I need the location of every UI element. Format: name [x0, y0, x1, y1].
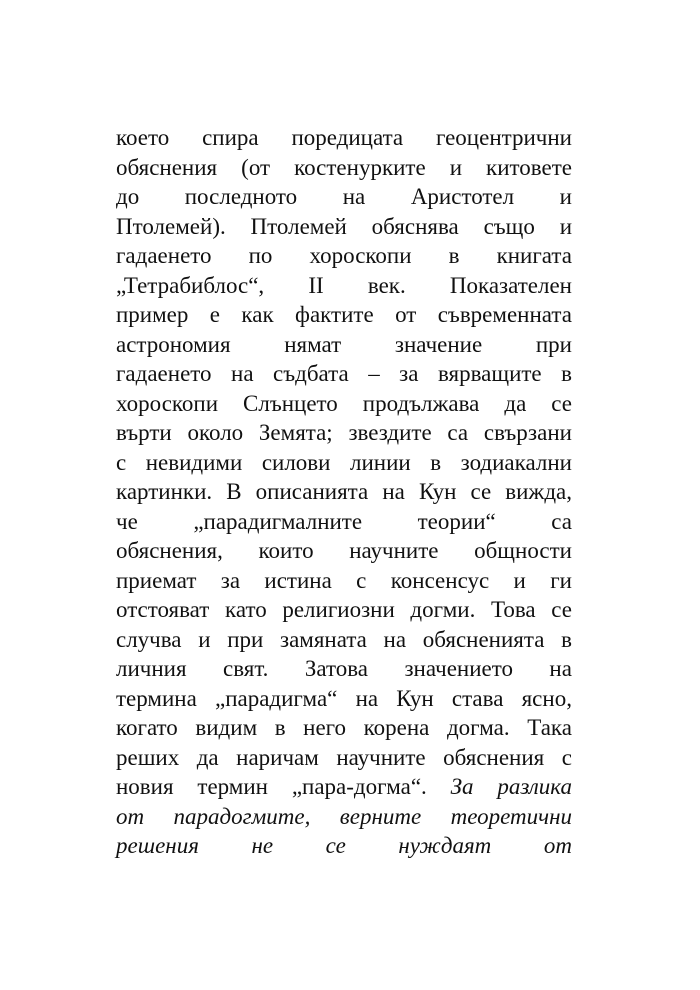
text-word: личния: [116, 656, 187, 681]
text-word: значението: [404, 656, 513, 681]
text-word: в: [274, 715, 286, 740]
text-line: [116, 123, 572, 153]
text-word: да: [504, 390, 527, 416]
text-line: [116, 182, 572, 212]
text-word: Кун: [418, 479, 457, 504]
text-line: [116, 477, 572, 507]
text-word: реших: [116, 744, 180, 770]
text-word: Птолемей: [250, 213, 347, 239]
text-word: гадаенето: [116, 243, 212, 268]
text-word: зодиакални: [460, 449, 572, 475]
text-word: Аристотел: [410, 184, 515, 209]
text-line: [116, 271, 572, 301]
text-word: видим: [195, 715, 258, 740]
text-line: [116, 389, 572, 419]
text-word: обяснения: [116, 154, 218, 180]
text-word: поредицата: [291, 125, 404, 150]
text-word: „пара-догма“.: [291, 774, 427, 799]
text-line: [116, 595, 572, 625]
text-line: [116, 684, 572, 714]
text-line: [116, 536, 572, 566]
text-word: около: [187, 420, 244, 445]
text-word: при: [227, 626, 264, 652]
text-word: свързани: [483, 420, 572, 445]
text-word: –: [368, 361, 380, 386]
text-word: върти: [116, 420, 172, 445]
text-word: За: [450, 774, 474, 799]
text-word: наричам: [236, 744, 319, 770]
text-word: в: [561, 626, 572, 652]
text-word: китовете: [486, 154, 572, 180]
text-word: линии: [350, 449, 411, 475]
text-line: [116, 241, 572, 271]
text-word: хороскопи: [309, 243, 412, 268]
text-word: се: [551, 390, 572, 416]
text-word: парадогмите,: [173, 803, 311, 829]
text-word: за: [220, 567, 241, 593]
text-word: с: [116, 449, 127, 475]
text-word: до: [116, 184, 140, 209]
text-line: [116, 212, 572, 242]
text-word: теории“: [417, 508, 496, 534]
text-word: „парадигма“: [214, 685, 338, 711]
text-word: се: [551, 597, 572, 622]
text-word: нямат: [284, 331, 342, 357]
text-word: описанията: [255, 479, 369, 504]
text-word: и: [449, 154, 463, 180]
text-word: се: [470, 479, 492, 504]
text-word: звездите: [348, 420, 432, 445]
text-word: по: [248, 243, 273, 268]
text-word: от: [116, 803, 145, 829]
text-line: [116, 625, 572, 655]
text-word: отстояват: [116, 597, 210, 622]
text-word: спира: [202, 125, 259, 150]
text-word: за: [399, 361, 419, 386]
text-word: става: [451, 685, 504, 711]
text-word: че: [116, 508, 138, 534]
text-word: хороскопи: [116, 390, 219, 416]
text-word: съдбата: [273, 361, 349, 386]
text-word: обяснения: [443, 744, 545, 770]
text-word: и: [559, 213, 572, 239]
text-word: верните: [339, 803, 422, 829]
text-word: на: [355, 685, 379, 711]
text-word: решения: [116, 833, 199, 858]
text-word: Земята;: [258, 420, 333, 445]
text-word: книгата: [496, 243, 572, 268]
text-word: на: [549, 656, 572, 681]
text-word: на: [231, 361, 254, 386]
text-word: и: [513, 567, 526, 593]
text-word: „парадигмалните: [193, 508, 363, 534]
text-word: при: [535, 331, 572, 357]
text-word: консенсус: [390, 567, 490, 593]
text-line: [116, 300, 572, 330]
text-word: когато: [116, 715, 178, 740]
body-text: [116, 123, 572, 861]
text-line: [116, 772, 572, 802]
text-word: ги: [550, 567, 572, 593]
text-word: вижда,: [505, 479, 572, 504]
text-word: случва: [116, 626, 182, 652]
text-word: също: [483, 213, 535, 239]
text-line: [116, 507, 572, 537]
text-word: невидими: [145, 449, 243, 475]
text-word: съвременната: [437, 302, 572, 327]
text-word: да: [196, 744, 219, 770]
text-word: значение: [394, 331, 483, 357]
text-word: обяснява: [371, 213, 459, 239]
text-word: костенурките: [294, 154, 426, 180]
text-word: с: [561, 744, 572, 770]
text-word: корена: [363, 715, 430, 740]
text-word: обяснения,: [116, 538, 223, 563]
text-line: [116, 330, 572, 360]
text-word: Показателен: [449, 272, 572, 298]
text-word: II: [308, 272, 324, 298]
text-word: (от: [241, 154, 271, 180]
text-word: са: [551, 508, 572, 534]
text-word: обясненията: [422, 626, 545, 652]
text-word: термина: [116, 685, 197, 711]
text-word: разлика: [497, 774, 572, 799]
text-word: като: [225, 597, 267, 622]
text-word: на: [342, 184, 366, 209]
text-word: продължава: [362, 390, 480, 416]
text-line: [116, 418, 572, 448]
text-word: замяната: [279, 626, 367, 652]
text-word: религиозни: [282, 597, 395, 622]
text-word: са: [447, 420, 469, 445]
text-word: Слънцето: [243, 390, 338, 416]
text-word: фактите: [295, 302, 374, 327]
text-word: не: [251, 833, 274, 858]
text-word: нуждаят: [398, 833, 492, 858]
text-word: Това: [491, 597, 536, 622]
text-line: [116, 654, 572, 684]
text-word: термин: [197, 774, 268, 799]
text-word: истина: [264, 567, 332, 593]
text-word: пример: [116, 302, 189, 327]
text-line: [116, 743, 572, 773]
text-word: астрономия: [116, 331, 231, 357]
text-word: в: [561, 361, 572, 386]
text-word: него: [303, 715, 347, 740]
text-word: геоцентрични: [435, 125, 572, 150]
text-line: [116, 153, 572, 183]
text-word: се: [325, 833, 346, 858]
text-word: „Тетрабиблос“,: [116, 272, 265, 298]
text-word: век.: [367, 272, 406, 298]
text-word: от: [543, 833, 572, 858]
text-line: [116, 802, 572, 832]
text-word: е: [209, 302, 221, 327]
text-word: и: [198, 626, 211, 652]
text-word: Така: [527, 715, 572, 740]
text-word: вярващите: [437, 361, 542, 386]
text-word: Затова: [304, 656, 369, 681]
text-word: на: [382, 479, 405, 504]
text-word: новия: [116, 774, 174, 799]
text-line: [116, 566, 572, 596]
text-word: Птолемей).: [116, 213, 226, 239]
text-word: В: [226, 479, 242, 504]
text-word: как: [241, 302, 274, 327]
text-word: в: [448, 243, 460, 268]
text-word: общности: [474, 538, 572, 563]
text-word: което: [116, 125, 170, 150]
text-word: в: [430, 449, 442, 475]
text-line: [116, 448, 572, 478]
text-word: свят.: [223, 656, 269, 681]
text-word: от: [395, 302, 417, 327]
text-word: научните: [336, 744, 426, 770]
text-word: теоретични: [450, 803, 572, 829]
text-word: последното: [184, 184, 298, 209]
text-word: догми.: [410, 597, 476, 622]
text-word: които: [258, 538, 314, 563]
text-word: Кун: [396, 685, 434, 711]
text-word: и: [559, 184, 572, 209]
text-word: с: [356, 567, 367, 593]
text-word: картинки.: [116, 479, 213, 504]
text-word: приемат: [116, 567, 197, 593]
text-word: научните: [349, 538, 439, 563]
text-word: гадаенето: [116, 361, 212, 386]
text-line: [116, 359, 572, 389]
text-line: [116, 831, 572, 861]
text-line: [116, 713, 572, 743]
text-word: ясно,: [521, 685, 572, 711]
text-word: силови: [261, 449, 331, 475]
text-word: на: [383, 626, 407, 652]
text-word: догма.: [446, 715, 510, 740]
